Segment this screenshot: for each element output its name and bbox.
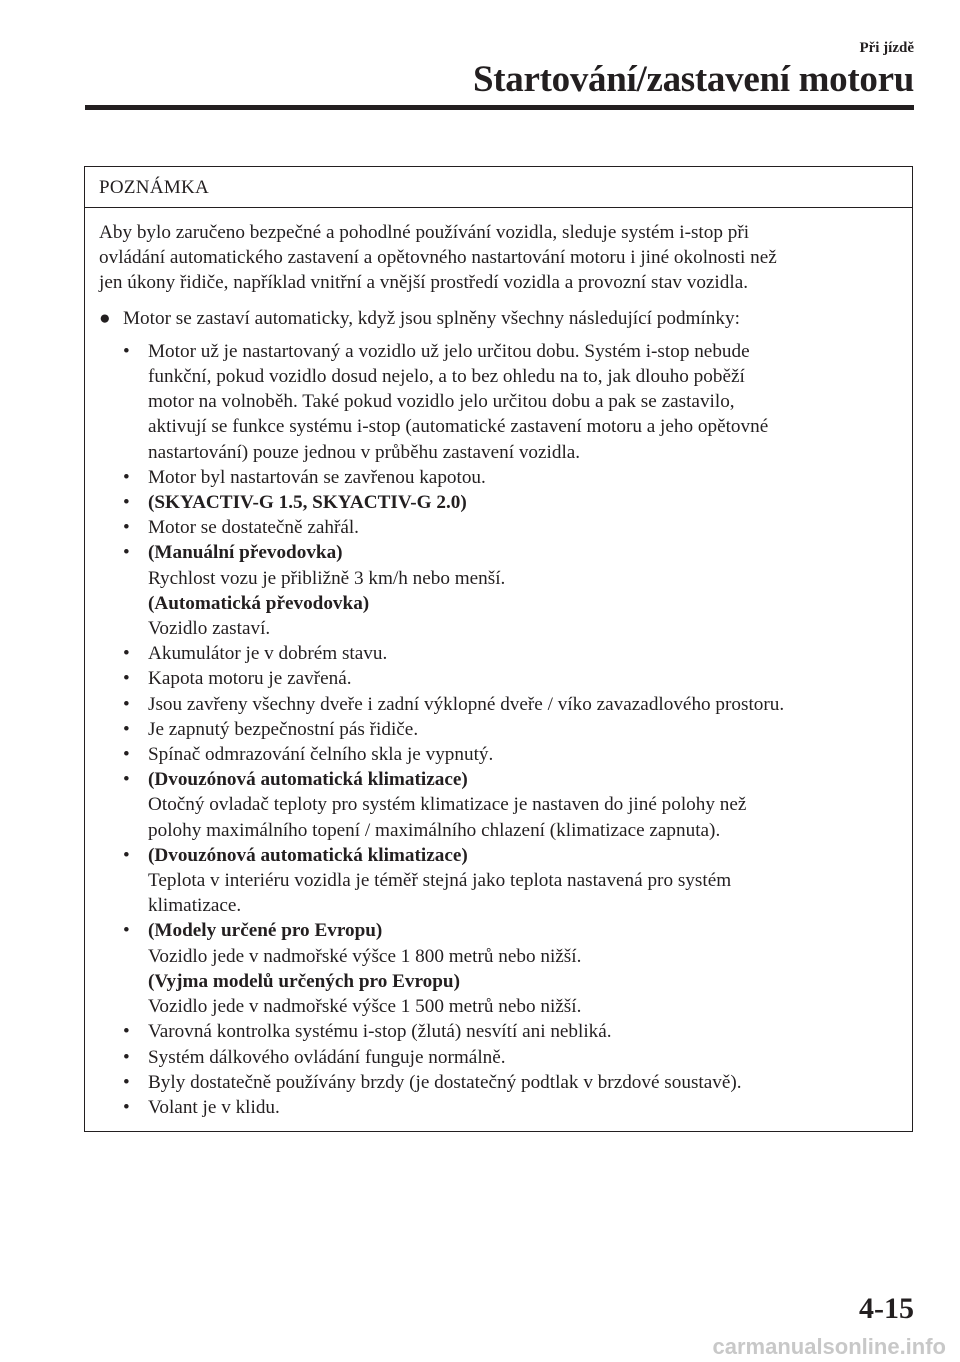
- bullet-icon: •: [123, 542, 130, 564]
- item-text: aktivují se funkce systému i-stop (automatické zastavení motoru a jeho opětovné: [148, 416, 769, 438]
- conditions-heading-text: Motor se zastaví automaticky, když jsou splněny všechny následující podmínky:: [123, 307, 740, 329]
- item-text: motor na volnoběh. Také pokud vozidlo jelo určitou dobu a pak se zastavilo,: [148, 391, 735, 413]
- list-item: [123, 1019, 912, 1044]
- bullet-icon: •: [123, 517, 130, 539]
- bullet-icon: •: [123, 693, 130, 715]
- list-item: [123, 490, 912, 515]
- bullet-icon: •: [123, 1021, 130, 1043]
- bullet-icon: •: [123, 1096, 130, 1118]
- list-item: [123, 1070, 912, 1095]
- item-heading: (SKYACTIV-G 1.5, SKYACTIV-G 2.0): [148, 492, 467, 514]
- item-heading: (Manuální převodovka): [148, 542, 343, 564]
- item-text: Akumulátor je v dobrém stavu.: [148, 643, 388, 665]
- item-text: Systém dálkového ovládání funguje normálně.: [148, 1046, 506, 1068]
- item-text: Kapota motoru je zavřená.: [148, 668, 352, 690]
- item-text: polohy maximálního topení / maximálního chlazení (klimatizace zapnuta).: [148, 819, 721, 841]
- bullet-icon: •: [123, 466, 130, 488]
- item-text: Teplota v interiéru vozidla je téměř stejná jako teplota nastavená pro systém: [148, 870, 732, 892]
- item-text: Vozidlo jede v nadmořské výšce 1 500 metrů nebo nižší.: [148, 996, 582, 1018]
- list-item: [123, 918, 912, 1019]
- bullet-icon: •: [123, 920, 130, 942]
- item-text: Spínač odmrazování čelního skla je vypnutý.: [148, 744, 494, 766]
- list-item: [123, 666, 912, 691]
- list-item: [123, 540, 912, 641]
- watermark: carmanualsonline.info: [712, 1334, 946, 1359]
- item-text: Motor se dostatečně zahřál.: [148, 517, 359, 539]
- item-heading: (Vyjma modelů určených pro Evropu): [148, 970, 460, 992]
- item-text: Je zapnutý bezpečnostní pás řidiče.: [148, 718, 419, 740]
- note-box: [84, 166, 913, 1132]
- list-item: [123, 641, 912, 666]
- note-body: [85, 208, 912, 1120]
- item-text: Otočný ovladač teploty pro systém klimatizace je nastaven do jiné polohy než: [148, 794, 747, 816]
- list-item: [123, 692, 912, 717]
- list-item: [123, 339, 912, 465]
- bullet-icon: •: [123, 769, 130, 791]
- bullet-icon: •: [123, 340, 130, 362]
- bullet-icon: •: [123, 643, 130, 665]
- bullet-icon: •: [123, 1071, 130, 1093]
- intro-line: Aby bylo zaručeno bezpečné a pohodlné používání vozidla, sleduje systém i-stop při: [99, 222, 750, 243]
- bullet-icon: •: [123, 718, 130, 740]
- header-rule: [85, 105, 914, 110]
- page-title: Startování/zastavení motoru: [473, 59, 914, 100]
- list-item: [123, 1095, 912, 1120]
- item-text: Vozidlo jede v nadmořské výšce 1 800 metrů nebo nižší.: [148, 945, 582, 967]
- intro-line: ovládání automatického zastavení a opětovného nastartování motoru i jiné okolnosti než: [99, 247, 777, 269]
- item-text: Byly dostatečně používány brzdy (je dostatečný podtlak v brzdové soustavě).: [148, 1071, 742, 1093]
- list-item: [123, 717, 912, 742]
- item-heading: (Dvouzónová automatická klimatizace): [148, 769, 468, 791]
- note-intro: [99, 220, 912, 296]
- item-text: funkční, pokud vozidlo dosud nejelo, a to bez ohledu na to, jak dlouho poběží: [148, 366, 745, 388]
- item-text: Jsou zavřeny všechny dveře i zadní výklopné dveře / víko zavazadlového prostoru.: [148, 693, 785, 715]
- item-text: klimatizace.: [148, 895, 242, 917]
- condition-list: [99, 339, 912, 1120]
- bullet-icon: •: [123, 492, 130, 514]
- item-text: Volant je v klidu.: [148, 1096, 280, 1118]
- item-heading: (Dvouzónová automatická klimatizace): [148, 844, 468, 866]
- intro-line: jen úkony řidiče, například vnitřní a vnější prostředí vozidla a provozní stav vozidla.: [99, 272, 749, 294]
- bullet-icon: •: [123, 668, 130, 690]
- list-item: [123, 767, 912, 843]
- item-heading: (Modely určené pro Evropu): [148, 920, 383, 942]
- item-heading: (Automatická převodovka): [148, 592, 370, 614]
- bullet-icon: •: [123, 1046, 130, 1068]
- item-text: Vozidlo zastaví.: [148, 618, 271, 640]
- item-text: Motor byl nastartován se zavřenou kapotou.: [148, 466, 486, 488]
- list-item: [123, 742, 912, 767]
- list-item: [123, 843, 912, 919]
- bullet-icon: •: [123, 744, 130, 766]
- bullet-icon: •: [123, 844, 130, 866]
- item-text: Rychlost vozu je přibližně 3 km/h nebo menší.: [148, 567, 506, 589]
- item-text: Varovná kontrolka systému i-stop (žlutá) nesvítí ani nebliká.: [148, 1021, 612, 1043]
- page-number: 4-15: [859, 1292, 914, 1325]
- list-item: [123, 465, 912, 490]
- list-item: [123, 515, 912, 540]
- section-label: Při jízdě: [859, 40, 914, 56]
- list-item: [123, 1045, 912, 1070]
- bullet-icon: ●: [99, 307, 111, 329]
- note-heading: POZNÁMKA: [85, 167, 912, 208]
- conditions-heading: [99, 306, 912, 331]
- item-text: nastartování) pouze jednou v průběhu zastavení vozidla.: [148, 441, 581, 463]
- item-text: Motor už je nastartovaný a vozidlo už jelo určitou dobu. Systém i-stop nebude: [148, 340, 750, 362]
